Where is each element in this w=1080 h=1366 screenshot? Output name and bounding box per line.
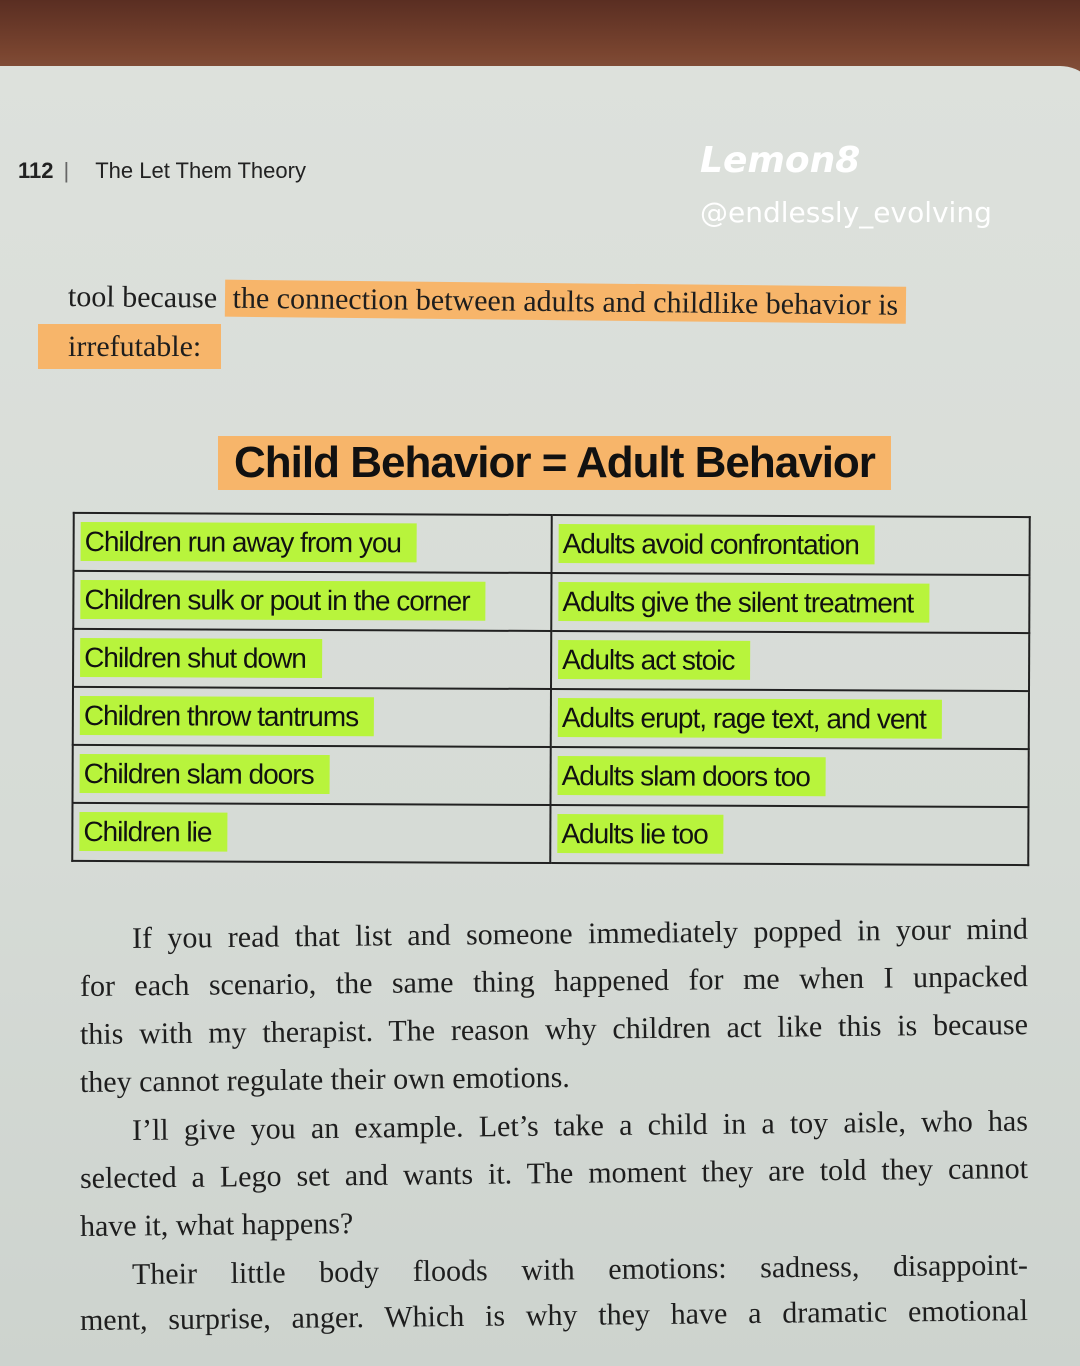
highlight-text: irrefutable:	[38, 324, 221, 369]
highlighted-text: Adults give the silent treatment	[558, 582, 929, 623]
highlighted-text: Children slam doors	[80, 754, 330, 794]
child-behavior-cell	[72, 745, 550, 805]
body-text-line: selected a Lego set and wants it. The moment they are told they cannot	[79, 1152, 1029, 1195]
intro-text: tool because	[67, 280, 218, 315]
behavior-table	[71, 512, 1031, 866]
child-behavior-cell	[74, 513, 552, 573]
body-text-line: have it, what happens?	[79, 1207, 354, 1243]
highlight-text: the connection between adults and childlike behavior is	[224, 280, 906, 324]
highlighted-text: Children throw tantrums	[80, 696, 374, 736]
body-text-line: they cannot regulate their own emotions.	[79, 1060, 571, 1099]
adult-behavior-cell	[551, 631, 1029, 691]
lemon8-logo: Lemon8	[700, 140, 861, 181]
highlighted-text: Children sulk or pout in the corner	[80, 580, 485, 621]
adult-behavior-cell	[550, 747, 1028, 807]
header-separator: |	[63, 158, 70, 183]
body-text-line: I’ll give you an example. Let’s take a child in a toy aisle, who has	[131, 1104, 1029, 1147]
table-row	[72, 803, 1028, 865]
table-row	[73, 571, 1029, 633]
highlighted-text: Adults erupt, rage text, and vent	[558, 698, 942, 739]
highlighted-text: Adults slam doors too	[558, 756, 826, 796]
child-behavior-cell	[73, 629, 551, 689]
page-number: 112	[18, 158, 54, 183]
book-title: The Let Them Theory	[95, 158, 306, 183]
highlighted-text: Adults lie too	[557, 814, 723, 854]
child-behavior-cell	[73, 687, 551, 747]
body-text-line: If you read that list and someone immediately popped in your mind	[131, 912, 1029, 955]
table-row	[74, 513, 1030, 575]
highlighted-text: Adults avoid confrontation	[559, 524, 875, 564]
child-behavior-cell	[73, 571, 551, 631]
adult-behavior-cell	[551, 689, 1029, 749]
body-text-line: ment, surprise, anger. Which is why they have a dramatic emotional	[79, 1294, 1029, 1337]
highlighted-text: Children run away from you	[81, 522, 418, 562]
table-row	[73, 629, 1029, 691]
body-text-line: Their little body floods with emotions: sadness, disappoint-	[131, 1248, 1029, 1291]
intro-line-2	[38, 330, 221, 364]
adult-behavior-cell	[551, 573, 1029, 633]
highlighted-text: Adults act stoic	[558, 640, 750, 680]
body-text-line: this with my therapist. The reason why children act like this is because	[79, 1008, 1029, 1051]
adult-behavior-cell	[552, 515, 1030, 575]
adult-behavior-cell	[550, 805, 1028, 865]
highlighted-text: Children shut down	[80, 638, 322, 678]
child-behavior-cell	[72, 803, 550, 863]
table-row	[73, 687, 1029, 749]
highlighted-text: Children lie	[79, 812, 227, 852]
table-row	[72, 745, 1028, 807]
section-heading: Child Behavior = Adult Behavior	[218, 436, 891, 490]
running-header	[18, 158, 306, 184]
body-text-line: for each scenario, the same thing happened for me when I unpacked	[79, 960, 1029, 1003]
watermark-handle: @endlessly_evolving	[700, 196, 992, 229]
